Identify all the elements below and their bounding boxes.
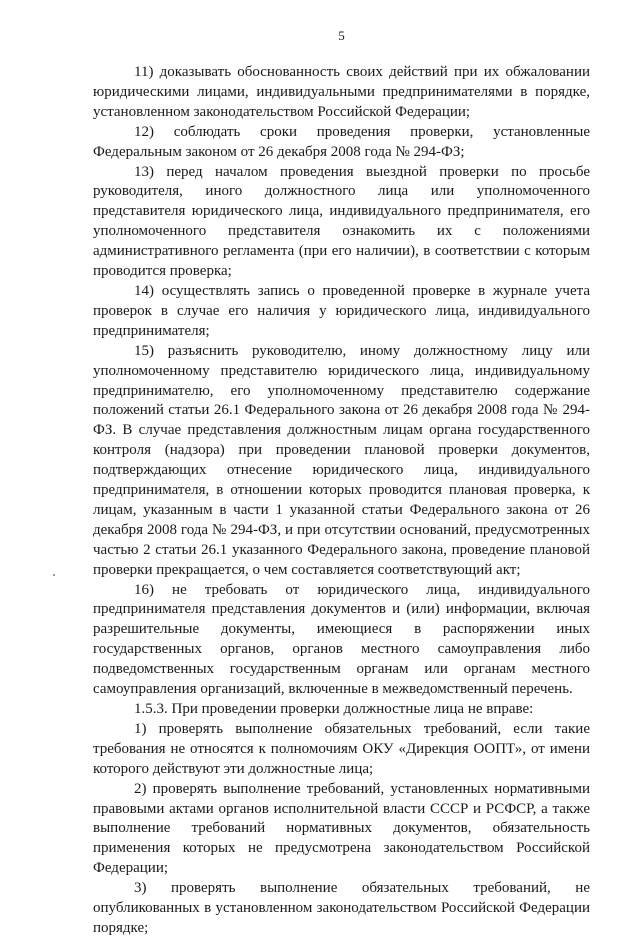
paragraph-item-15: 15) разъяснить руководителю, иному должностному лицу или уполномоченному представителю юридического лица, индивидуальному предпринимателю, его уполномоченному представителю содержание положений статьи 26.1 Федерального закона от 26 декабря 2008 года № 294-ФЗ. В случае представления должностным лицам органа государственного контроля (надзора) при проведении плановой проверки документов, подтверждающих отнесение юридического лица, индивидуального предпринимателя, в отношении которых проводится плановая проверка, к лицам, указанным в части 1 указанной статьи Федерального закона от 26 декабря 2008 года № 294-ФЗ, и при отсутствии оснований, предусмотренных частью 2 статьи 26.1 указанного Федерального закона, проведение плановой проверки прекращается, о чем составляется соответствующий акт; [93, 342, 590, 578]
page-number: 5 [338, 28, 345, 43]
prohibition-item-2: 2) проверять выполнение требований, установленных нормативными правовыми актами органов исполнительной власти СССР и РСФСР, а также выполнение требований нормативных документов, обязательность применения которых не предусмотрена законодательством Российской Федерации; [93, 780, 590, 877]
paragraph-item-14: 14) осуществлять запись о проведенной проверке в журнале учета проверок в случае его наличия у юридического лица, индивидуального предпринимателя; [93, 282, 590, 339]
paragraph-item-12: 12) соблюдать сроки проведения проверки, установленные Федеральным законом от 26 декабря 2008 года № 294-ФЗ; [93, 123, 590, 160]
body-text [93, 63, 590, 939]
paragraph-item-11: 11) доказывать обоснованность своих действий при их обжаловании юридическими лицами, индивидуальными предпринимателями в порядке, установленном законодательством Российской Федерации; [93, 64, 590, 120]
margin-mark [53, 574, 55, 576]
prohibition-item-3: 3) проверять выполнение обязательных требований, не опубликованных в установленном законодательством Российской Федерации порядке; [93, 880, 590, 936]
section-heading-1-5-3: 1.5.3. При проведении проверки должностные лица не вправе: [134, 701, 534, 717]
paragraph-item-13: 13) перед началом проведения выездной проверки по просьбе руководителя, иного должностного лица или уполномоченного представителя юридического лица, индивидуального предпринимателя, его уполномоченного представителя ознакомить их с положениями административного регламента (при его наличии), в соответствии с которым проводится проверка; [93, 163, 590, 280]
prohibition-item-1: 1) проверять выполнение обязательных требований, если такие требования не относятся к полномочиям ОКУ «Дирекция ООПТ», от имени которого действуют эти должностные лица; [93, 720, 590, 777]
paragraph-item-16: 16) не требовать от юридического лица, индивидуального предпринимателя представления документов и (или) информации, включая разрешительные документы, имеющиеся в распоряжении иных государственных органов, органов местного самоуправления либо подведомственных государственным органам или органам местного самоуправления организаций, включенные в межведомственный перечень. [93, 581, 590, 698]
